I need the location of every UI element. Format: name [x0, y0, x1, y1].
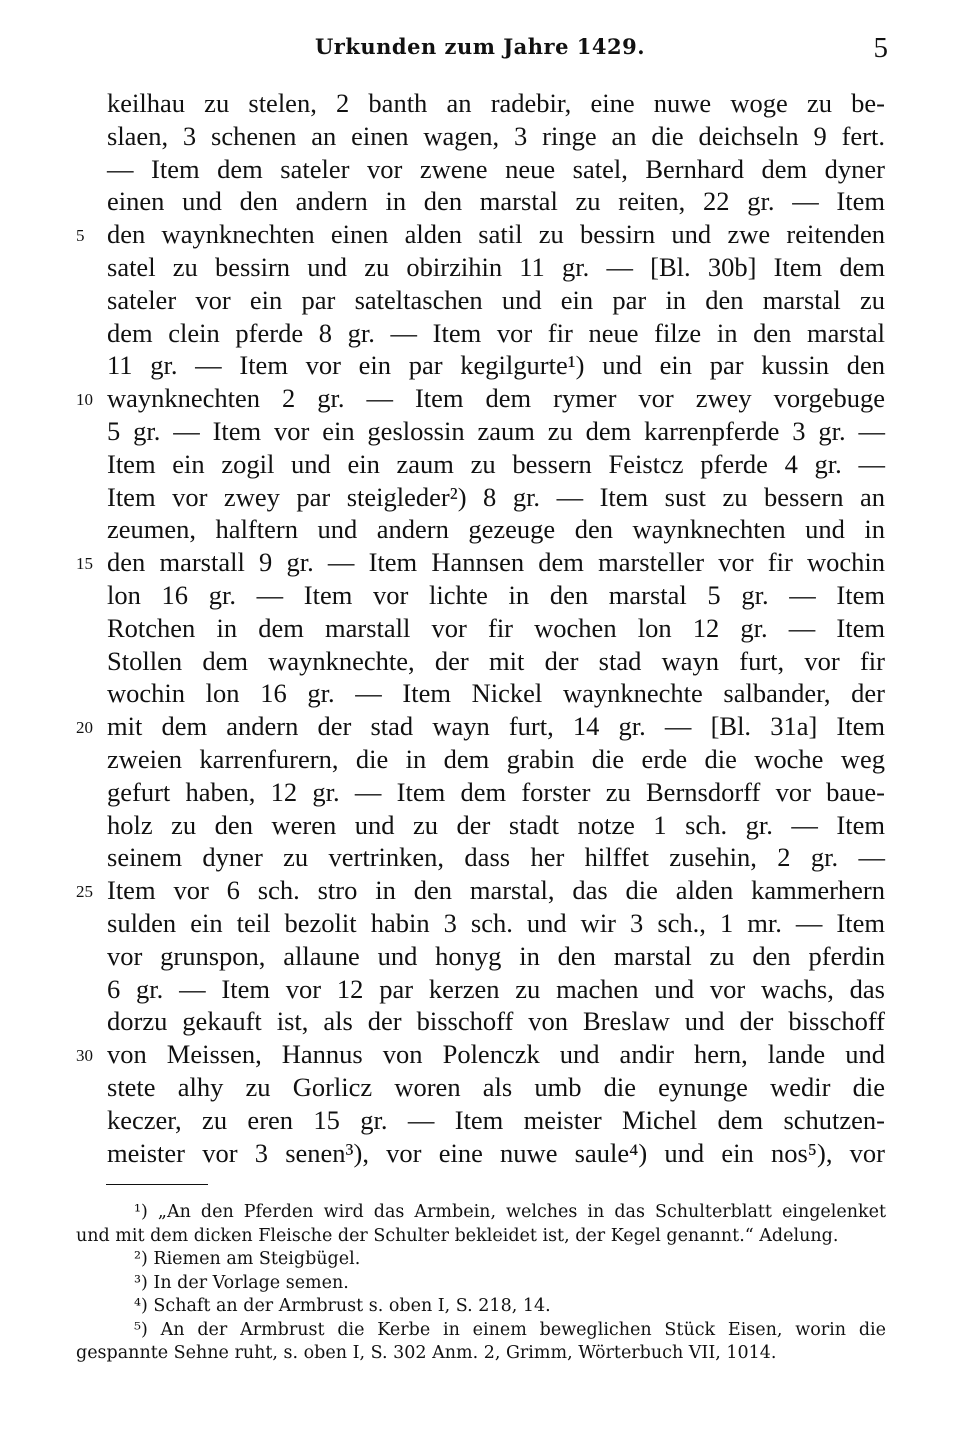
- line-text: wochin lon 16 gr. — Item Nickel waynknechte salbander, der: [107, 678, 885, 709]
- footnote-text: gespannte Sehne ruht, s. oben I, S. 302 Anm. 2, Grimm, Wörterbuch VII, 1014.: [76, 1343, 777, 1363]
- line-text: Item vor 6 sch. stro in den marstal, das die alden kammerhern: [107, 875, 885, 906]
- text-line: [0, 120, 960, 153]
- text-line: [0, 1071, 960, 1104]
- text-line: [0, 645, 960, 678]
- line-text: 11 gr. — Item vor ein par kegilgurte¹) und ein par kussin den: [107, 350, 885, 381]
- text-line: [0, 874, 960, 907]
- footnote-line: [0, 1225, 960, 1249]
- footnote-text: ⁵) An der Armbrust die Kerbe in einem beweglichen Stück Eisen, worin die: [134, 1319, 886, 1340]
- footnote-rule: [106, 1184, 208, 1185]
- text-line: [0, 809, 960, 842]
- footnote-line: [0, 1201, 960, 1225]
- line-text: stete alhy zu Gorlicz woren als umb die eynunge wedir die: [107, 1071, 885, 1102]
- line-text: dorzu gekauft ist, als der bisschoff von Breslaw und der bisschoff: [107, 1006, 885, 1037]
- line-text: waynknechten 2 gr. — Item dem rymer vor zwey vorgebuge: [107, 383, 885, 414]
- text-line: [0, 251, 960, 284]
- line-text: Item ein zogil und ein zaum zu bessern Feistcz pferde 4 gr. —: [107, 448, 885, 479]
- text-line: [0, 317, 960, 350]
- line-text: mit dem andern der stad wayn furt, 14 gr. — [Bl. 31a] Item: [107, 711, 885, 742]
- line-text: den marstall 9 gr. — Item Hannsen dem marsteller vor fir wochin: [107, 547, 885, 578]
- body-text: [0, 87, 960, 1169]
- footnote-text: ²) Riemen am Steigbügel.: [134, 1249, 361, 1269]
- line-text: von Meissen, Hannus von Polenczk und andir hern, lande und: [107, 1039, 885, 1070]
- line-text: sateler vor ein par sateltaschen und ein par in den marstal zu: [107, 284, 885, 315]
- line-text: meister vor 3 senen³), vor eine nuwe saule⁴) und ein nos⁵), vor: [107, 1137, 885, 1168]
- line-text: Stollen dem waynknechte, der mit der stad wayn furt, vor fir: [107, 645, 885, 676]
- text-line: [0, 710, 960, 743]
- line-number: 10: [76, 390, 93, 410]
- text-line: [0, 546, 960, 579]
- text-line: [0, 612, 960, 645]
- text-line: [0, 1005, 960, 1038]
- text-line: [0, 973, 960, 1006]
- page-number: 5: [873, 32, 888, 64]
- line-text: dem clein pferde 8 gr. — Item vor fir neue filze in den marstal: [107, 317, 885, 348]
- line-text: 5 gr. — Item vor ein geslossin zaum zu dem karrenpferde 3 gr. —: [107, 415, 885, 446]
- footnote-text: ¹) „An den Pferden wird das Armbein, welches in das Schulterblatt eingelenket: [134, 1202, 886, 1222]
- line-text: einen und den andern in den marstal zu reiten, 22 gr. — Item: [107, 186, 885, 217]
- text-line: [0, 185, 960, 218]
- line-text: lon 16 gr. — Item vor lichte in den marstal 5 gr. — Item: [107, 579, 885, 610]
- line-text: vor grunspon, allaune und honyg in den marstal zu den pferdin: [107, 940, 885, 971]
- line-number: 20: [76, 718, 93, 738]
- footnote-text: ⁴) Schaft an der Armbrust s. oben I, S. 218, 14.: [134, 1296, 551, 1316]
- footnotes: [0, 1201, 960, 1366]
- text-line: [0, 743, 960, 776]
- footnote-line: [0, 1319, 960, 1343]
- line-text: zeumen, halftern und andern gezeuge den waynknechten und in: [107, 514, 885, 545]
- line-text: sulden ein teil bezolit habin 3 sch. und wir 3 sch., 1 mr. — Item: [107, 907, 885, 938]
- text-line: [0, 448, 960, 481]
- footnote-line: [0, 1272, 960, 1296]
- line-text: 6 gr. — Item vor 12 par kerzen zu machen und vor wachs, das: [107, 973, 885, 1004]
- text-line: [0, 579, 960, 612]
- footnote-text: ³) In der Vorlage semen.: [134, 1272, 349, 1293]
- line-text: holz zu den weren und zu der stadt notze 1 sch. gr. — Item: [107, 809, 885, 840]
- line-number: 5: [76, 226, 85, 246]
- text-line: [0, 382, 960, 415]
- running-head-title: Urkunden zum Jahre 1429.: [314, 34, 646, 59]
- text-line: [0, 415, 960, 448]
- text-line: [0, 1104, 960, 1137]
- line-text: keczer, zu eren 15 gr. — Item meister Michel dem schutzen-: [107, 1104, 885, 1135]
- line-text: zweien karrenfurern, die in dem grabin die erde die woche weg: [107, 743, 885, 774]
- text-line: [0, 218, 960, 251]
- line-text: seinem dyner zu vertrinken, dass her hilffet zusehin, 2 gr. —: [107, 842, 885, 873]
- text-line: [0, 513, 960, 546]
- footnote-line: [0, 1295, 960, 1319]
- line-number: 25: [76, 882, 93, 902]
- running-head: [0, 30, 960, 70]
- footnote-line: [0, 1342, 960, 1366]
- line-text: Rotchen in dem marstall vor fir wochen lon 12 gr. — Item: [107, 612, 885, 643]
- text-line: [0, 776, 960, 809]
- text-line: [0, 153, 960, 186]
- line-text: gefurt haben, 12 gr. — Item dem forster zu Bernsdorff vor baue-: [107, 776, 885, 807]
- line-text: satel zu bessirn und zu obirzihin 11 gr. — [Bl. 30b] Item dem: [107, 251, 885, 282]
- text-line: [0, 907, 960, 940]
- text-line: [0, 481, 960, 514]
- text-line: [0, 349, 960, 382]
- line-text: den waynknechten einen alden satil zu bessirn und zwe reitenden: [107, 219, 885, 250]
- footnote-text: und mit dem dicken Fleische der Schulter bekleidet ist, der Kegel genannt.“ Adelung.: [76, 1225, 839, 1246]
- text-line: [0, 1038, 960, 1071]
- text-line: [0, 841, 960, 874]
- footnote-line: [0, 1248, 960, 1272]
- line-number: 15: [76, 554, 93, 574]
- text-line: [0, 284, 960, 317]
- line-number: 30: [76, 1046, 93, 1066]
- text-line: [0, 940, 960, 973]
- line-text: slaen, 3 schenen an einen wagen, 3 ringe an die deichseln 9 fert.: [107, 120, 885, 151]
- text-line: [0, 1137, 960, 1170]
- line-text: keilhau zu stelen, 2 banth an radebir, eine nuwe woge zu be-: [107, 88, 885, 118]
- line-text: — Item dem sateler vor zwene neue satel, Bernhard dem dyner: [107, 153, 885, 184]
- text-line: [0, 677, 960, 710]
- text-line: [0, 87, 960, 120]
- line-text: Item vor zwey par steigleder²) 8 gr. — Item sust zu bessern an: [107, 481, 885, 512]
